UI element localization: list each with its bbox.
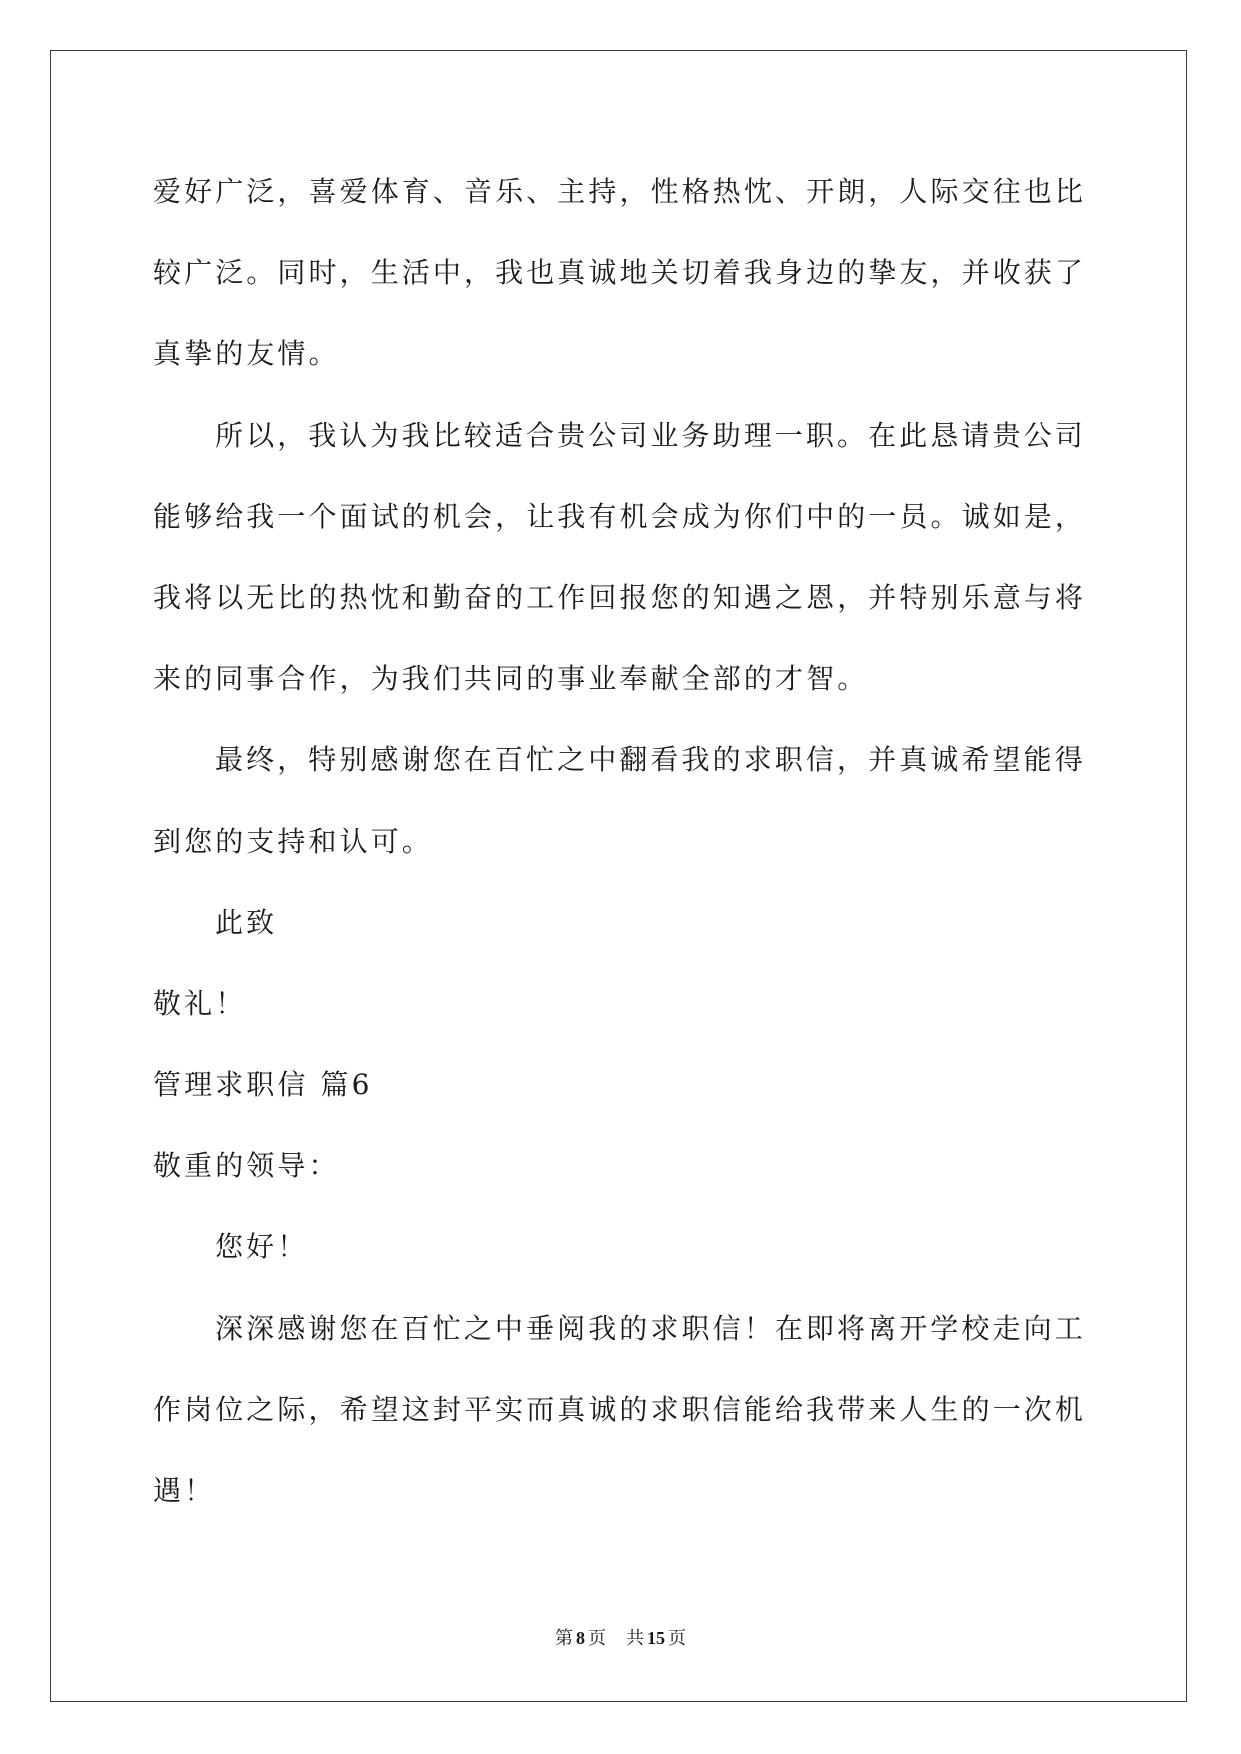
page-footer: [0, 1624, 1241, 1650]
letter-salutation: 您好！: [215, 1230, 309, 1264]
document-body: [153, 151, 1113, 1531]
text-line: 最终，特别感谢您在百忙之中翻看我的求职信，并真诚希望能得: [215, 743, 1086, 777]
page-prefix: 第: [555, 1628, 573, 1648]
text-line: 深深感谢您在百忙之中垂阅我的求职信！在即将离开学校走向工: [215, 1311, 1086, 1345]
text-line: 我将以无比的热忱和勤奋的工作回报您的知遇之恩，并特别乐意与将: [153, 580, 1087, 614]
text-line: 能够给我一个面试的机会，让我有机会成为你们中的一员。诚如是，: [153, 499, 1087, 533]
text-line: 爱好广泛，喜爱体育、音乐、主持，性格热忱、开朗，人际交往也比: [153, 175, 1087, 208]
paragraph: [153, 151, 1113, 395]
text-line: 所以，我认为我比较适合贵公司业务助理一职。在此恳请贵公司: [215, 418, 1086, 452]
text-line: 来的同事合作，为我们共同的事业奉献全部的才智。: [153, 662, 869, 696]
letter-salute: 敬礼！: [153, 986, 247, 1020]
text-line: 遇！: [153, 1474, 216, 1507]
letter-closing: 此致: [215, 905, 278, 939]
text-line: 作岗位之际，希望这封平实而真诚的求职信能给我带来人生的一次机: [153, 1392, 1087, 1426]
text-line: 到您的支持和认可。: [153, 824, 433, 858]
current-page-number: 8: [576, 1628, 585, 1648]
section-title: 管理求职信 篇6: [153, 1068, 373, 1102]
total-suffix: 页: [668, 1628, 686, 1648]
paragraph: [153, 395, 1113, 720]
paragraph: [153, 1288, 1113, 1532]
page-suffix: 页: [588, 1628, 606, 1648]
paragraph: [153, 719, 1113, 881]
text-line: 较广泛。同时，生活中，我也真诚地关切着我身边的挚友，并收获了: [153, 256, 1087, 290]
total-prefix: 共: [626, 1628, 644, 1648]
letter-greeting: 敬重的领导：: [153, 1149, 340, 1183]
text-line: 真挚的友情。: [153, 337, 340, 371]
total-pages-number: 15: [647, 1628, 665, 1648]
